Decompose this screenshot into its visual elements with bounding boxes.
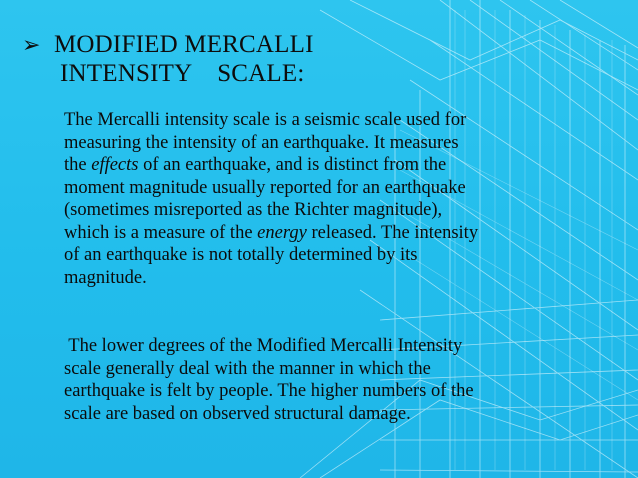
- paragraph-line: The Mercalli intensity scale is a seismic scale used for: [64, 110, 467, 130]
- paragraph-mercalli-definition: [64, 109, 584, 289]
- paragraph-line: magnitude.: [64, 267, 147, 288]
- paragraph-line: earthquake is felt by people. The higher numbers of the: [64, 381, 474, 401]
- paragraph-line: scale generally deal with the manner in which the: [64, 358, 431, 379]
- slide-title: [22, 30, 442, 88]
- bullet-arrow-icon: ➢: [22, 32, 41, 57]
- title-line-2: INTENSITY SCALE:: [60, 60, 305, 87]
- paragraph-line: moment magnitude usually reported for an earthquake: [64, 177, 466, 198]
- title-line-1: MODIFIED MERCALLI: [54, 31, 314, 58]
- text-fragment: the: [64, 155, 92, 175]
- text-fragment: which is a measure of the: [64, 222, 258, 243]
- emphasis-effects: effects: [91, 155, 139, 175]
- emphasis-energy: energy: [257, 222, 307, 243]
- paragraph-line: measuring the intensity of an earthquake. It measures: [64, 132, 459, 153]
- paragraph-line: scale are based on observed structural damage.: [64, 403, 411, 424]
- text-fragment: of an earthquake, and is distinct from the: [138, 155, 447, 175]
- paragraph-line: The lower degrees of the Modified Mercalli Intensity: [64, 336, 463, 356]
- paragraph-line: [64, 222, 584, 245]
- text-fragment: released. The intensity: [306, 222, 479, 243]
- paragraph-line: [64, 154, 584, 177]
- paragraph-intensity-degrees: [64, 335, 584, 425]
- paragraph-line: of an earthquake is not totally determined by its: [64, 245, 418, 265]
- paragraph-line: (sometimes misreported as the Richter magnitude),: [64, 200, 443, 220]
